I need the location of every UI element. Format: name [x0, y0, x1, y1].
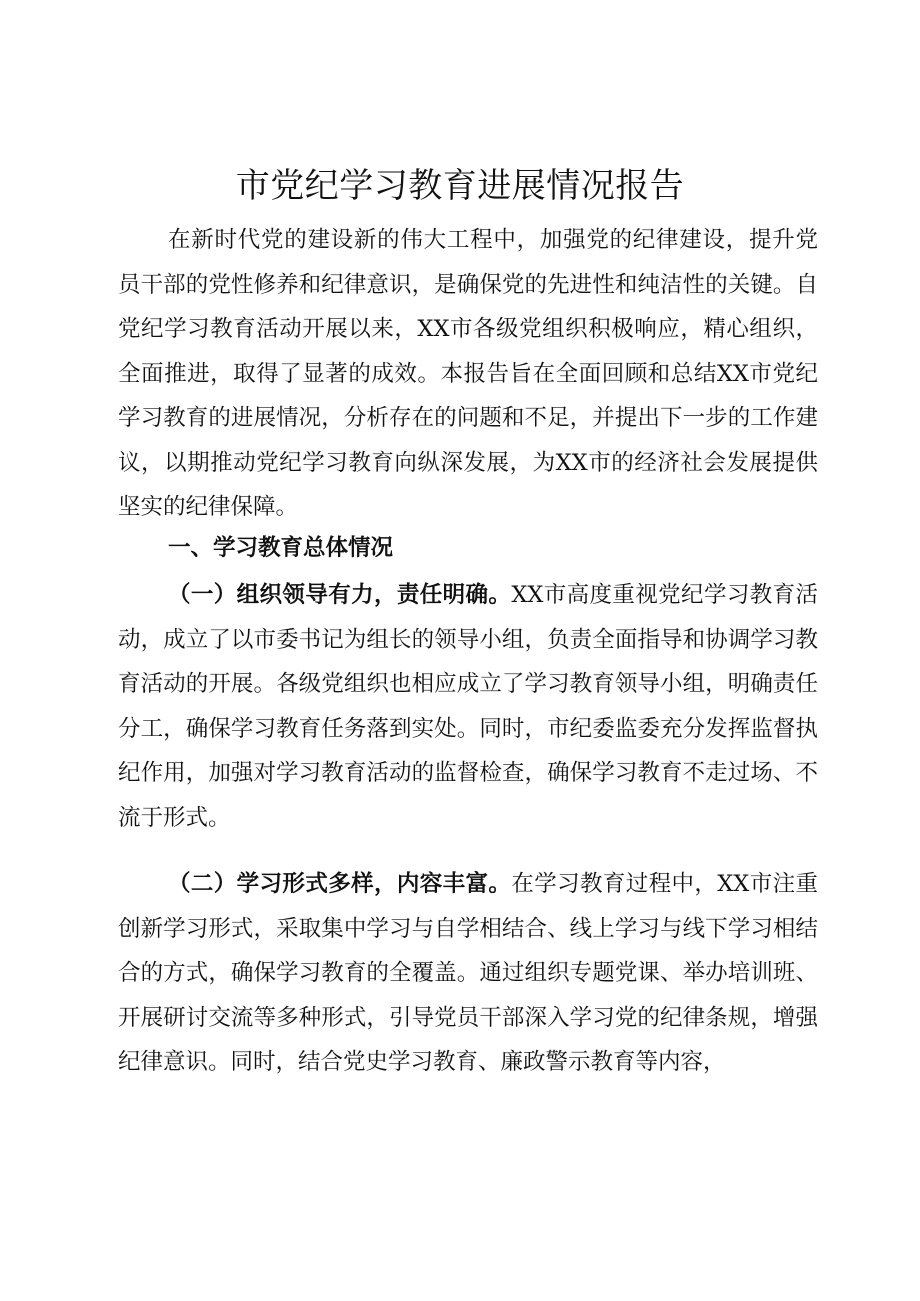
section-heading: 一、学习教育总体情况 [168, 535, 394, 561]
paragraph-lead: （一）组织领导有力，责任明确。 [168, 582, 512, 608]
paragraph-lead: （二）学习形式多样，内容丰富。 [168, 871, 512, 897]
paragraph-body: 在学习教育过程中，XX市注重创新学习形式，采取集中学习与自学相结合、线上学习与线下学习相结合的方式，确保学习教育的全覆盖。通过组织专题党课、举办培训班、开展研讨交流等多种形式，引导党员干部深入学习党的纪律条规，增强纪律意识。同时，结合党史学习教育、廉政警示教育等内容， [118, 871, 818, 1075]
intro-paragraph: 在新时代党的建设新的伟大工程中，加强党的纪律建设，提升党员干部的党性修养和纪律意识，是确保党的先进性和纯洁性的关键。自党纪学习教育活动开展以来，XX市各级党组织积极响应，精心组织，全面推进，取得了显著的成效。本报告旨在全面回顾和总结XX市党纪学习教育的进展情况，分析存在的问题和不足，并提出下一步的工作建议，以期推动党纪学习教育向纵深发展，为XX市的经济社会发展提供坚实的纪律保障。 [118, 227, 818, 520]
paragraph-learning-forms [118, 862, 818, 1085]
paragraph-body: XX市高度重视党纪学习教育活动，成立了以市委书记为组长的领导小组，负责全面指导和协调学习教育活动的开展。各级党组织也相应成立了学习教育领导小组，明确责任分工，确保学习教育任务落到实处。同时，市纪委监委充分发挥监督执纪作用，加强对学习教育活动的监督检查，确保学习教育不走过场、不流于形式。 [118, 582, 818, 831]
document-title: 市党纪学习教育进展情况报告 [235, 166, 685, 206]
paragraph-organization-leadership [118, 573, 818, 840]
